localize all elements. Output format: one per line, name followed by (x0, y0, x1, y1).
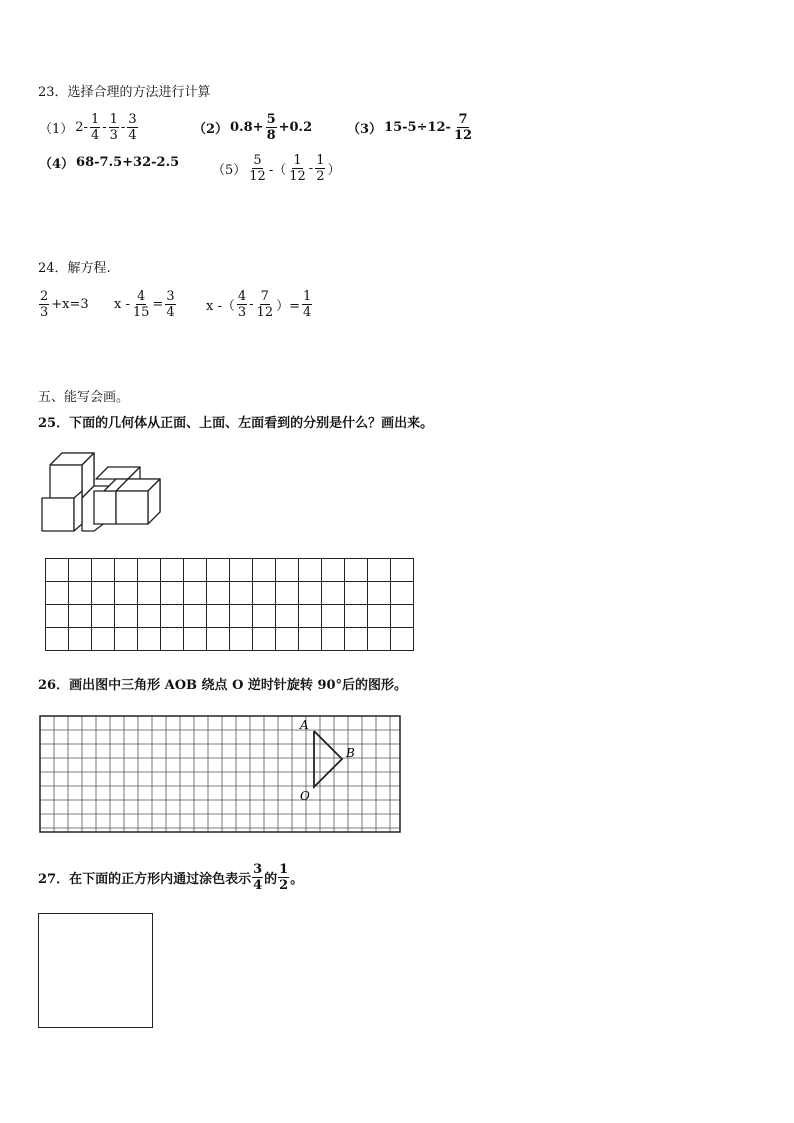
q24-equation-3 (205, 289, 313, 320)
grid-cell[interactable] (368, 559, 391, 582)
grid-cell[interactable] (184, 582, 207, 605)
fraction: $\frac{1}{3}$ (109, 112, 118, 143)
expression-text: ）= (276, 299, 300, 314)
q24-title: 24．解方程. (38, 261, 111, 276)
section-title: 五、能写会画。 (38, 390, 130, 405)
grid-cell[interactable] (184, 605, 207, 628)
grid-row (46, 628, 414, 651)
grid-cell[interactable] (253, 605, 276, 628)
grid-cell[interactable] (345, 628, 368, 651)
grid-cell[interactable] (92, 628, 115, 651)
cube-solid-figure (40, 443, 164, 538)
q25-title: 25．下面的几何体从正面、上面、左面看到的分别是什么？画出来。 (38, 416, 434, 431)
grid-cell[interactable] (230, 559, 253, 582)
expression-text: - (308, 161, 314, 176)
grid-row (46, 582, 414, 605)
expression-text: 2- (75, 120, 88, 135)
grid-cell[interactable] (115, 605, 138, 628)
fraction: $\frac{4}{15}$ (132, 289, 150, 320)
fraction: $\frac{3}{4}$ (128, 112, 137, 143)
grid-cell[interactable] (368, 582, 391, 605)
grid-cell[interactable] (322, 628, 345, 651)
grid-cell[interactable] (138, 605, 161, 628)
grid-cell[interactable] (138, 559, 161, 582)
grid-cell[interactable] (368, 628, 391, 651)
q24-equation-1 (38, 289, 90, 320)
q27-shading-square[interactable] (38, 913, 153, 1028)
grid-row (46, 559, 414, 582)
expression-text: 68-7.5+32-2.5 (76, 155, 180, 170)
grid-cell[interactable] (276, 628, 299, 651)
grid-cell[interactable] (161, 628, 184, 651)
grid-cell[interactable] (207, 605, 230, 628)
grid-cell[interactable] (253, 559, 276, 582)
grid-cell[interactable] (69, 605, 92, 628)
item-label: （3） (347, 122, 383, 137)
grid-cell[interactable] (69, 559, 92, 582)
q26-grid-diagram[interactable] (38, 715, 402, 833)
q26-title: 26．画出图中三角形 AOB 绕点 O 逆时针旋转 90°后的图形。 (38, 678, 408, 693)
point-label-a: A (300, 718, 309, 732)
grid-cell[interactable] (138, 628, 161, 651)
grid-cell[interactable] (322, 559, 345, 582)
grid-cell[interactable] (276, 582, 299, 605)
grid-cell[interactable] (207, 582, 230, 605)
q23-item-1 (38, 112, 139, 143)
fraction: $\frac{1}{2}$ (316, 153, 325, 184)
grid-cell[interactable] (184, 559, 207, 582)
expression-text: = (152, 297, 164, 312)
grid-cell[interactable] (322, 605, 345, 628)
grid-cell[interactable] (276, 605, 299, 628)
grid-cell[interactable] (230, 605, 253, 628)
grid-cell[interactable] (391, 605, 414, 628)
grid-cell[interactable] (115, 628, 138, 651)
grid-cell[interactable] (345, 605, 368, 628)
grid-cell[interactable] (184, 628, 207, 651)
grid-cell[interactable] (92, 605, 115, 628)
grid-cell[interactable] (115, 582, 138, 605)
expression-text: 15-5÷12- (384, 120, 451, 135)
grid-cell[interactable] (368, 605, 391, 628)
expression-text: x -（ (206, 299, 235, 314)
triangle-aob (314, 731, 342, 787)
q27-title (38, 862, 303, 893)
expression-text: ） (327, 163, 341, 178)
expression-text: 0.8+ (230, 120, 264, 135)
item-label: （4） (39, 157, 75, 172)
grid-cell[interactable] (322, 582, 345, 605)
grid-cell[interactable] (345, 582, 368, 605)
item-label: （1） (39, 122, 74, 137)
grid-cell[interactable] (253, 628, 276, 651)
grid-cell[interactable] (230, 582, 253, 605)
grid-cell[interactable] (46, 582, 69, 605)
grid-cell[interactable] (207, 559, 230, 582)
fraction: $\frac{1}{12}$ (289, 153, 306, 184)
grid-cell[interactable] (207, 628, 230, 651)
q24-equation-2 (113, 289, 177, 320)
grid-cell[interactable] (299, 582, 322, 605)
expression-text: - (249, 297, 254, 312)
grid-cell[interactable] (92, 559, 115, 582)
fraction: $\frac{1}{4}$ (90, 112, 100, 143)
q23-item-3 (346, 112, 474, 143)
q23-item-4 (38, 153, 180, 172)
grid-cell[interactable] (46, 559, 69, 582)
grid-cell[interactable] (46, 605, 69, 628)
q23-title: 23．选择合理的方法进行计算 (38, 85, 211, 100)
q27-fraction-1: $\frac{3}{4}$ (253, 862, 263, 893)
fraction: $\frac{3}{4}$ (166, 289, 175, 320)
q27-title-middle: 的 (264, 872, 278, 887)
grid-cell[interactable] (230, 628, 253, 651)
expression-text: - (102, 120, 107, 135)
grid-cell[interactable] (69, 582, 92, 605)
grid-cell[interactable] (299, 628, 322, 651)
grid-cell[interactable] (92, 582, 115, 605)
expression-text: +x=3 (51, 297, 89, 312)
grid-cell[interactable] (46, 628, 69, 651)
grid-cell[interactable] (299, 559, 322, 582)
item-label: （5） (212, 163, 247, 178)
grid-cell[interactable] (276, 559, 299, 582)
expression-text: - (120, 120, 126, 135)
grid-cell[interactable] (391, 628, 414, 651)
grid-cell[interactable] (161, 582, 184, 605)
grid-cell[interactable] (115, 559, 138, 582)
expression-text: x - (114, 297, 130, 312)
grid-cell[interactable] (345, 559, 368, 582)
grid-cell[interactable] (161, 605, 184, 628)
fraction: $\frac{2}{3}$ (40, 289, 49, 320)
grid-cell[interactable] (161, 559, 184, 582)
grid-cell[interactable] (391, 582, 414, 605)
q27-fraction-2: $\frac{1}{2}$ (279, 862, 289, 893)
q23-item-5 (211, 153, 341, 184)
grid-cell[interactable] (138, 582, 161, 605)
fraction: $\frac{5}{12}$ (249, 153, 266, 184)
point-label-o: O (300, 789, 310, 803)
grid-cell[interactable] (253, 582, 276, 605)
item-label: （2） (193, 122, 229, 137)
fraction: $\frac{1}{4}$ (303, 289, 312, 320)
grid-cell[interactable] (69, 628, 92, 651)
point-label-b: B (346, 746, 355, 760)
fraction: $\frac{4}{3}$ (237, 289, 247, 320)
grid-row (46, 605, 414, 628)
fraction: $\frac{7}{12}$ (453, 112, 473, 143)
q23-item-2 (192, 112, 313, 143)
fraction: $\frac{5}{8}$ (266, 112, 276, 143)
expression-text: +0.2 (278, 120, 313, 135)
grid-cell[interactable] (299, 605, 322, 628)
grid-cell[interactable] (391, 559, 414, 582)
fraction: $\frac{7}{12}$ (256, 289, 274, 320)
q27-title-after: 。 (290, 872, 304, 887)
q27-title-before: 27．在下面的正方形内通过涂色表示 (38, 872, 252, 887)
expression-text: -（ (268, 163, 287, 178)
q25-drawing-grid[interactable] (45, 558, 414, 651)
